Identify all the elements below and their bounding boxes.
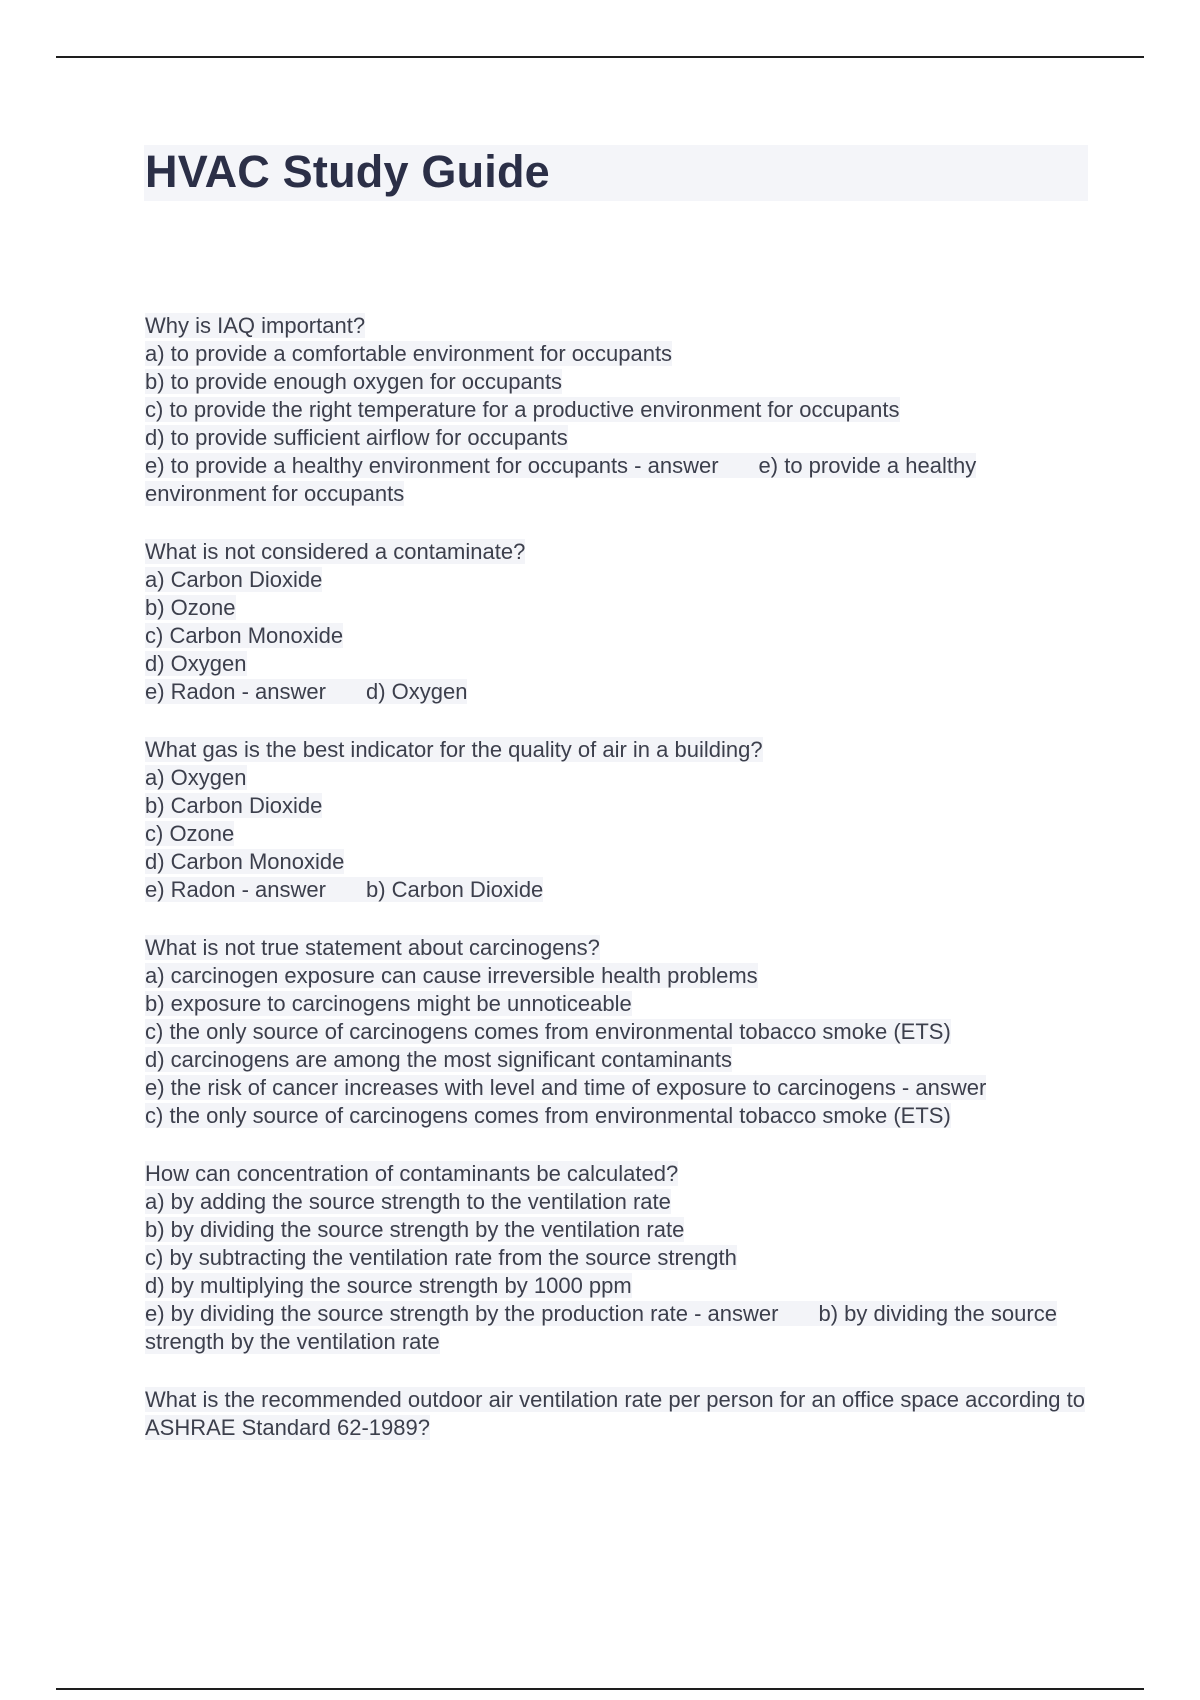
option-d: d) Carbon Monoxide [145,849,345,874]
question-text: What is not considered a contaminate? [145,539,526,564]
qa-block-1 [145,312,1085,508]
option-b: b) Carbon Dioxide [145,793,323,818]
option-a: a) by adding the source strength to the ventilation rate [145,1189,671,1214]
bottom-divider [56,1688,1144,1690]
answer-text: c) the only source of carcinogens comes from environmental tobacco smoke (ETS) [145,1103,951,1128]
option-e-with-answer [145,876,1085,904]
option-e: e) by dividing the source strength by the production rate - answer [145,1301,818,1326]
answer-text: d) Oxygen [365,679,468,704]
option-b: b) Ozone [145,595,236,620]
question-list [145,312,1085,1472]
option-c: c) Ozone [145,821,235,846]
top-divider [56,56,1144,58]
page-title: HVAC Study Guide [145,146,550,197]
option-b: b) by dividing the source strength by the ventilation rate [145,1217,685,1242]
option-a: a) Carbon Dioxide [145,567,323,592]
option-e: e) to provide a healthy environment for occupants - answer [145,453,759,478]
qa-block-3 [145,736,1085,904]
option-c: c) by subtracting the ventilation rate from the source strength [145,1245,737,1270]
option-c: c) the only source of carcinogens comes from environmental tobacco smoke (ETS) [145,1019,951,1044]
option-d: d) to provide sufficient airflow for occupants [145,425,568,450]
option-e: e) the risk of cancer increases with level and time of exposure to carcinogens - answer [145,1075,987,1100]
option-d: d) carcinogens are among the most significant contaminants [145,1047,732,1072]
option-e: e) Radon - answer [145,679,366,704]
option-b: b) exposure to carcinogens might be unnoticeable [145,991,632,1016]
option-e-with-answer [145,678,1085,706]
question-text: What gas is the best indicator for the quality of air in a building? [145,737,763,762]
answer-text: b) Carbon Dioxide [365,877,544,902]
qa-block-2 [145,538,1085,706]
question-text: Why is IAQ important? [145,313,366,338]
qa-block-4 [145,934,1085,1130]
answer-text: e) to provide a healthy environment for occupants [145,453,977,506]
question-text: How can concentration of contaminants be calculated? [145,1161,679,1186]
qa-block-6 [145,1386,1085,1442]
option-b: b) to provide enough oxygen for occupants [145,369,563,394]
option-a: a) Oxygen [145,765,247,790]
question-text: What is the recommended outdoor air ventilation rate per person for an office space according to ASHRAE Standard 62-1989? [145,1387,1086,1440]
option-c: c) to provide the right temperature for a productive environment for occupants [145,397,900,422]
question-text: What is not true statement about carcinogens? [145,935,600,960]
option-e-with-answer [145,452,1085,508]
option-e: e) Radon - answer [145,877,366,902]
qa-block-5 [145,1160,1085,1356]
option-d: d) by multiplying the source strength by 1000 ppm [145,1273,632,1298]
option-e-with-answer [145,1300,1085,1356]
answer-text: b) by dividing the source strength by the ventilation rate [145,1301,1057,1354]
option-a: a) to provide a comfortable environment for occupants [145,341,673,366]
option-a: a) carcinogen exposure can cause irreversible health problems [145,963,758,988]
option-d: d) Oxygen [145,651,247,676]
option-c: c) Carbon Monoxide [145,623,344,648]
